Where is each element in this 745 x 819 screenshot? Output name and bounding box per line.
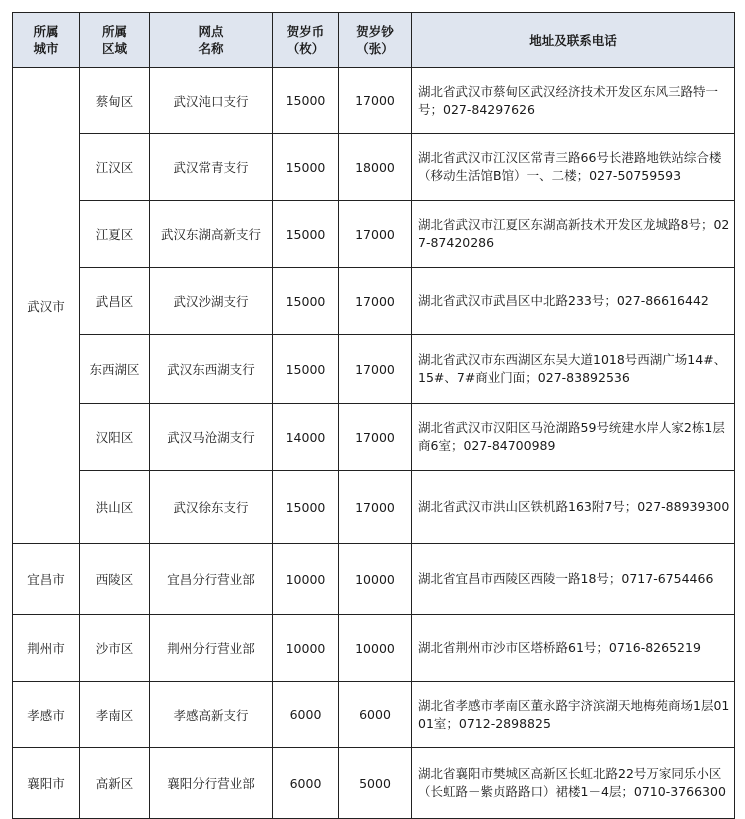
notes-cell: 18000: [339, 134, 412, 201]
header-notes: 贺岁钞 （张）: [339, 13, 412, 68]
table-row: [13, 335, 735, 404]
address-cell: 湖北省襄阳市樊城区高新区长虹北路22号万家同乐小区（长虹路－紫贞路路口）裙楼1－4层；0710-3766300: [412, 748, 735, 819]
table-row: [13, 201, 735, 268]
address-cell: 湖北省武汉市武昌区中北路233号；027-86616442: [412, 268, 735, 335]
district-cell: 武昌区: [80, 268, 150, 335]
table-row: [13, 268, 735, 335]
coins-cell: 10000: [273, 544, 339, 615]
district-cell: 洪山区: [80, 471, 150, 544]
address-cell: 湖北省宜昌市西陵区西陵一路18号；0717-6754466: [412, 544, 735, 615]
coins-cell: 15000: [273, 471, 339, 544]
notes-cell: 17000: [339, 335, 412, 404]
table-row: [13, 748, 735, 819]
header-outlet: 网点 名称: [150, 13, 273, 68]
table-row: [13, 404, 735, 471]
address-cell: 湖北省武汉市蔡甸区武汉经济技术开发区东风三路特一号；027-84297626: [412, 68, 735, 134]
address-cell: 湖北省武汉市东西湖区东吴大道1018号西湖广场14#、15#、7#商业门面；027-83892536: [412, 335, 735, 404]
coins-cell: 15000: [273, 268, 339, 335]
coins-cell: 15000: [273, 201, 339, 268]
outlet-cell: 武汉东西湖支行: [150, 335, 273, 404]
address-cell: 湖北省武汉市汉阳区马沧湖路59号统建水岸人家2栋1层商6室；027-84700989: [412, 404, 735, 471]
city-cell: 武汉市: [13, 68, 80, 544]
outlet-cell: 宜昌分行营业部: [150, 544, 273, 615]
notes-cell: 10000: [339, 615, 412, 682]
city-cell: 荆州市: [13, 615, 80, 682]
notes-cell: 10000: [339, 544, 412, 615]
coins-cell: 15000: [273, 335, 339, 404]
district-cell: 高新区: [80, 748, 150, 819]
district-cell: 江夏区: [80, 201, 150, 268]
coins-cell: 6000: [273, 748, 339, 819]
district-cell: 沙市区: [80, 615, 150, 682]
table-row: [13, 134, 735, 201]
address-cell: 湖北省武汉市江汉区常青三路66号长港路地铁站综合楼（移动生活馆B馆）一、二楼；027-50759593: [412, 134, 735, 201]
outlet-cell: 武汉马沧湖支行: [150, 404, 273, 471]
notes-cell: 17000: [339, 471, 412, 544]
table-row: [13, 471, 735, 544]
outlet-cell: 武汉常青支行: [150, 134, 273, 201]
outlet-cell: 武汉徐东支行: [150, 471, 273, 544]
district-cell: 蔡甸区: [80, 68, 150, 134]
outlet-table: [12, 12, 735, 819]
outlet-cell: 武汉沌口支行: [150, 68, 273, 134]
address-cell: 湖北省荆州市沙市区塔桥路61号；0716-8265219: [412, 615, 735, 682]
outlet-table-container: [12, 12, 735, 819]
table-row: [13, 544, 735, 615]
outlet-cell: 襄阳分行营业部: [150, 748, 273, 819]
district-cell: 西陵区: [80, 544, 150, 615]
district-cell: 东西湖区: [80, 335, 150, 404]
notes-cell: 5000: [339, 748, 412, 819]
header-coins: 贺岁币 （枚）: [273, 13, 339, 68]
outlet-cell: 武汉沙湖支行: [150, 268, 273, 335]
notes-cell: 17000: [339, 68, 412, 134]
outlet-cell: 孝感高新支行: [150, 682, 273, 748]
coins-cell: 10000: [273, 615, 339, 682]
notes-cell: 17000: [339, 404, 412, 471]
coins-cell: 14000: [273, 404, 339, 471]
outlet-cell: 武汉东湖高新支行: [150, 201, 273, 268]
address-cell: 湖北省武汉市江夏区东湖高新技术开发区龙城路8号；027-87420286: [412, 201, 735, 268]
header-district: 所属 区域: [80, 13, 150, 68]
address-cell: 湖北省武汉市洪山区铁机路163附7号；027-88939300: [412, 471, 735, 544]
city-cell: 襄阳市: [13, 748, 80, 819]
header-address: 地址及联系电话: [412, 13, 735, 68]
coins-cell: 15000: [273, 68, 339, 134]
city-cell: 孝感市: [13, 682, 80, 748]
table-row: [13, 68, 735, 134]
district-cell: 孝南区: [80, 682, 150, 748]
notes-cell: 17000: [339, 201, 412, 268]
notes-cell: 6000: [339, 682, 412, 748]
district-cell: 汉阳区: [80, 404, 150, 471]
coins-cell: 15000: [273, 134, 339, 201]
address-cell: 湖北省孝感市孝南区董永路宇济滨湖天地梅苑商场1层0101室；0712-2898825: [412, 682, 735, 748]
notes-cell: 17000: [339, 268, 412, 335]
header-city: 所属 城市: [13, 13, 80, 68]
table-row: [13, 682, 735, 748]
coins-cell: 6000: [273, 682, 339, 748]
outlet-cell: 荆州分行营业部: [150, 615, 273, 682]
district-cell: 江汉区: [80, 134, 150, 201]
table-header-row: [13, 13, 735, 68]
table-row: [13, 615, 735, 682]
city-cell: 宜昌市: [13, 544, 80, 615]
